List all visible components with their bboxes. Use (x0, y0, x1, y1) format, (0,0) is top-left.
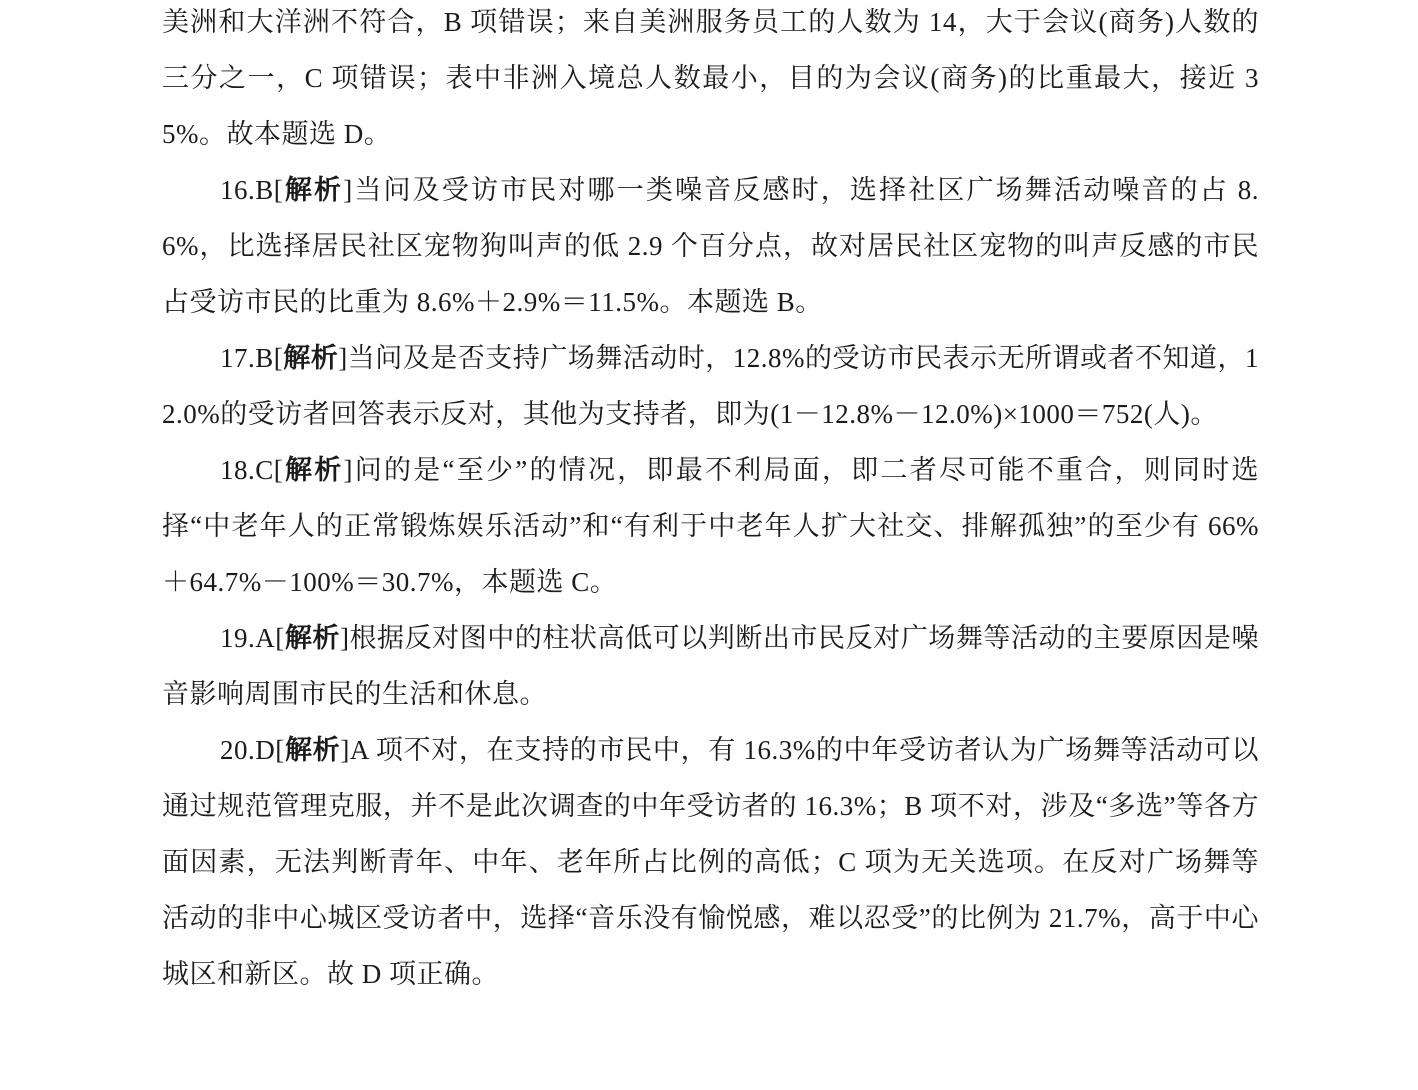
answer-number: 20.D[ (220, 735, 285, 765)
paragraph-answer-18 (162, 442, 1259, 610)
paragraph-answer-20 (162, 722, 1259, 1002)
answer-number: 16.B[ (220, 175, 284, 205)
explanation-text: 美洲和大洋洲不符合，B 项错误；来自美洲服务员工的人数为 14，大于会议(商务)人数的三分之一，C 项错误；表中非洲入境总人数最小，目的为会议(商务)的比重最大，接近 35%。故本题选 D。 (162, 7, 1259, 149)
paragraph-answer-16 (162, 162, 1259, 330)
analysis-label: 解析 (284, 735, 341, 765)
text-column (162, 0, 1259, 1002)
explanation-text: ]A 项不对，在支持的市民中，有 16.3%的中年受访者认为广场舞等活动可以通过规范管理克服，并不是此次调查的中年受访者的 16.3%；B 项不对，涉及“多选”等各方面因素，无法判断青年、中年、老年所占比例的高低；C 项为无关选项。在反对广场舞等活动的非中心城区受访者中，选择“音乐没有愉悦感，难以忍受”的比例为 21.7%，高于中心城区和新区。故 D 项正确。 (162, 735, 1259, 989)
answer-number: 17.B[ (220, 343, 284, 373)
analysis-label: 解析 (284, 623, 340, 653)
explanation-text: ]问的是“至少”的情况，即最不利局面，即二者尽可能不重合，则同时选择“中老年人的正常锻炼娱乐活动”和“有利于中老年人扩大社交、排解孤独”的至少有 66%＋64.7%－100%＝30.7%，本题选 C。 (162, 455, 1260, 597)
answer-number: 19.A[ (220, 623, 285, 653)
analysis-label: 解析 (283, 455, 344, 485)
answer-number: 18.C[ (220, 455, 284, 485)
paragraph-answer-17 (162, 330, 1259, 442)
explanation-text: ]当问及是否支持广场舞活动时，12.8%的受访市民表示无所谓或者不知道，12.0%的受访者回答表示反对，其他为支持者，即为(1－12.8%－12.0%)×1000＝752(人)。 (162, 343, 1260, 429)
explanation-text: ]当问及受访市民对哪一类噪音反感时，选择社区广场舞活动噪音的占 8.6%，比选择居民社区宠物狗叫声的低 2.9 个百分点，故对居民社区宠物的叫声反感的市民占受访市民的比重为 8.6%＋2.9%＝11.5%。本题选 B。 (162, 175, 1259, 317)
paragraph-answer-19 (162, 610, 1259, 722)
explanation-text: ]根据反对图中的柱状高低可以判断出市民反对广场舞等活动的主要原因是噪音影响周围市民的生活和休息。 (162, 623, 1259, 709)
analysis-label: 解析 (283, 175, 344, 205)
analysis-label: 解析 (283, 343, 339, 373)
paragraph-q15-continuation (162, 0, 1259, 162)
